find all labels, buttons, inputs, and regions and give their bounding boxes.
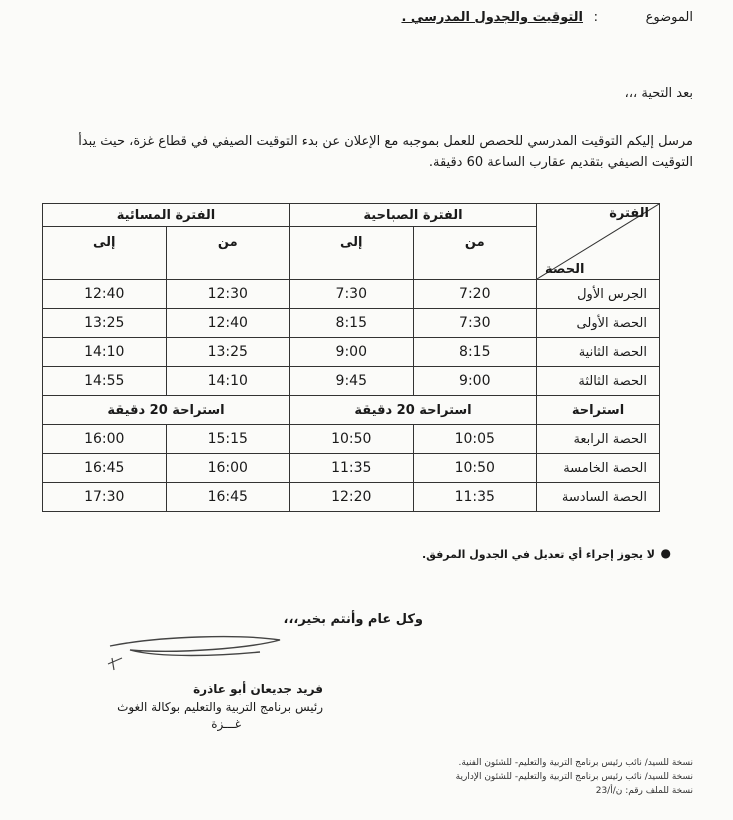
cc-line: نسخة للسيد/ نائب رئيس برنامج التربية والتعليم- للشئون الإدارية [455, 772, 693, 782]
subject-colon: : [593, 10, 598, 25]
cc-line: نسخة للملف رقم: ن/أ/23 [595, 786, 693, 796]
evening-to-cell: 16:00 [43, 425, 167, 454]
row-label: الحصة الرابعة [537, 425, 660, 454]
greeting: بعد التحية ،،، [624, 86, 693, 101]
table-row [43, 367, 660, 396]
morning-to-cell: 12:20 [290, 483, 414, 512]
evening-to-cell: 12:40 [43, 280, 167, 309]
note-text: لا يجوز إجراء أي تعديل في الجدول المرفق. [421, 548, 655, 561]
morning-from-cell: 11:35 [413, 483, 536, 512]
morning-from-cell: 7:30 [413, 309, 536, 338]
signer-city: غـــزة [211, 717, 241, 731]
subject-label: الموضوع [645, 10, 693, 25]
evening-to-cell: 14:10 [43, 338, 167, 367]
row-label: الحصة الثانية [537, 338, 660, 367]
table-row [43, 309, 660, 338]
row-label: الحصة السادسة [537, 483, 660, 512]
break-row [43, 396, 660, 425]
morning-header: الفترة الصباحية [290, 204, 537, 227]
morning-to-cell: 9:00 [290, 338, 414, 367]
table-row [43, 483, 660, 512]
break-label: استراحة [537, 396, 660, 425]
morning-from-cell: 7:20 [413, 280, 536, 309]
signer-title: رئيس برنامج التربية والتعليم بوكالة الغوث [117, 700, 323, 714]
subject-title: التوقيت والجدول المدرسي . [401, 10, 583, 25]
morning-from-cell: 10:05 [413, 425, 536, 454]
evening-to-header: إلى [43, 227, 167, 280]
evening-from-cell: 16:45 [166, 483, 289, 512]
evening-from-cell: 15:15 [166, 425, 289, 454]
morning-to-cell: 7:30 [290, 280, 414, 309]
morning-from-cell: 9:00 [413, 367, 536, 396]
row-label: الحصة الأولى [537, 309, 660, 338]
evening-from-cell: 16:00 [166, 454, 289, 483]
evening-from-header: من [166, 227, 289, 280]
evening-break-cell: استراحة 20 دقيقة [43, 396, 290, 425]
morning-to-cell: 8:15 [290, 309, 414, 338]
morning-from-cell: 8:15 [413, 338, 536, 367]
morning-to-cell: 11:35 [290, 454, 414, 483]
evening-to-cell: 16:45 [43, 454, 167, 483]
evening-to-cell: 14:55 [43, 367, 167, 396]
table-corner-cell [537, 204, 660, 280]
row-label: الحصة الخامسة [537, 454, 660, 483]
morning-to-cell: 10:50 [290, 425, 414, 454]
body-paragraph: مرسل إليكم التوقيت المدرسي للحصص للعمل بموجبه مع الإعلان عن بدء التوقيت الصيفي في قطاع غزة، حيث يبدأ التوقيت الصيفي بتقديم عقارب الساعة 60 دقيقة. [78, 134, 693, 170]
evening-from-cell: 14:10 [166, 367, 289, 396]
schedule-table [42, 203, 660, 512]
evening-from-cell: 12:40 [166, 309, 289, 338]
table-row [43, 280, 660, 309]
evening-to-cell: 17:30 [43, 483, 167, 512]
morning-break-cell: استراحة 20 دقيقة [290, 396, 537, 425]
signature-icon [100, 628, 300, 688]
table-row [43, 338, 660, 367]
morning-from-header: من [413, 227, 536, 280]
cc-line: نسخة للسيد/ نائب رئيس برنامج التربية والتعليم- للشئون الفنية. [458, 758, 693, 768]
morning-to-cell: 9:45 [290, 367, 414, 396]
row-label: الجرس الأول [537, 280, 660, 309]
row-label: الحصة الثالثة [537, 367, 660, 396]
corner-label-lesson: الحصة [545, 262, 585, 277]
table-row [43, 425, 660, 454]
evening-from-cell: 13:25 [166, 338, 289, 367]
morning-from-cell: 10:50 [413, 454, 536, 483]
closing-text: وكل عام وأنتم بخير،،، [283, 612, 423, 627]
evening-to-cell: 13:25 [43, 309, 167, 338]
evening-header: الفترة المسائية [43, 204, 290, 227]
evening-from-cell: 12:30 [166, 280, 289, 309]
signer-name: فريد جديعان أبو عاذرة [193, 682, 323, 696]
morning-to-header: إلى [290, 227, 414, 280]
corner-label-period: الفترة [609, 206, 649, 221]
bullet-icon: ● [660, 546, 671, 560]
table-row [43, 454, 660, 483]
